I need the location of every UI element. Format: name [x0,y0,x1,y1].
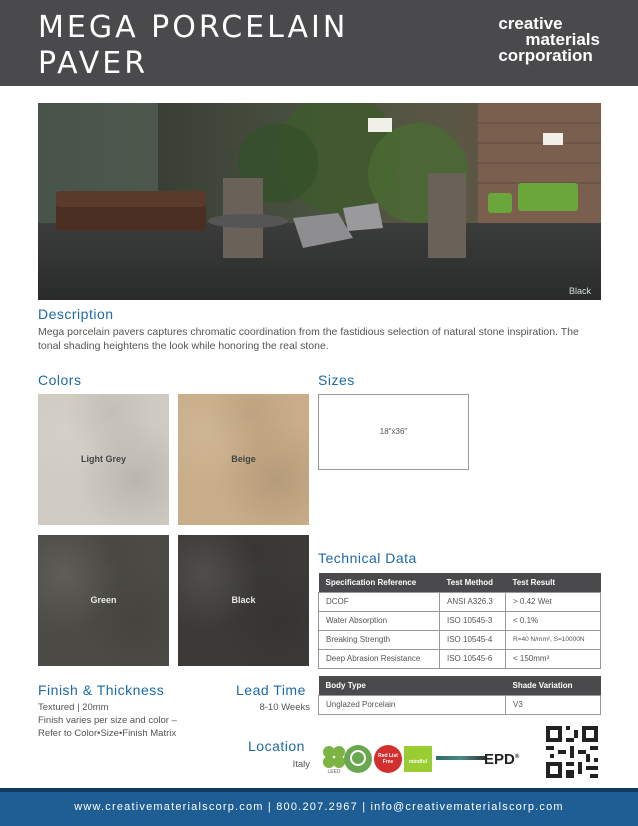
lead-time-value: 8-10 Weeks [259,702,310,713]
table-cell: > 0.42 Wet [506,592,601,611]
mindful-badge [404,746,432,772]
epd-label: EPD [484,751,515,768]
epd-stripe [436,756,486,760]
table-header-row [319,676,601,695]
color-swatch-light-grey [38,394,169,525]
table-row [319,592,601,611]
column-header: Body Type [319,676,506,695]
hero-caption: Black [568,286,591,296]
footer-contact[interactable]: www.creativematerialscorp.com | 800.207.2967 | info@creativematerialscorp.com [74,801,564,813]
table-cell: ISO 10545-6 [440,649,506,668]
column-header: Specification Reference [319,573,440,592]
technical-heading: Technical Data [318,550,417,566]
color-swatch-beige [178,394,309,525]
title-line-2: PAVER [38,46,149,81]
hero-illustration [38,103,601,300]
sizes-heading: Sizes [318,372,355,388]
logo-line-2: materials [525,30,600,49]
colors-heading: Colors [38,372,82,388]
qr-code-icon [546,726,598,778]
finish-line: Refer to Color•Size•Finish Matrix [38,728,177,739]
table-cell: Breaking Strength [319,630,440,649]
technical-table [318,573,601,669]
footer-bar [0,788,638,826]
size-value: 18"x36" [379,427,408,436]
redlist-line-1: Red List [378,753,398,759]
table-cell: V3 [506,695,601,714]
swatch-label: Beige [231,454,256,464]
column-header: Shade Variation [506,676,601,695]
location-value: Italy [292,759,310,770]
table-row [319,630,601,649]
table-cell: Deep Abrasion Resistance [319,649,440,668]
swatch-label: Black [231,595,256,605]
color-swatch-black [178,535,309,666]
table-cell: DCOF [319,592,440,611]
size-box [318,394,469,470]
title-line-1: MEGA PORCELAIN [38,10,349,45]
swatch-label: Green [90,595,117,605]
epd-logo: EPD® [484,751,520,768]
company-logo [498,16,600,64]
table-cell: ISO 10545-4 [440,630,506,649]
description-text: Mega porcelain pavers captures chromatic coordination from the fastidious selection of natural stone inspiration. The tonal shading heightens the look while honoring the real stone. [38,326,579,352]
column-header: Test Method [440,573,506,592]
table-cell: ANSI A326.3 [440,592,506,611]
column-header: Test Result [506,573,601,592]
swatch-label: Light Grey [80,454,126,464]
table-header-row [319,573,601,592]
location-heading: Location [248,738,305,754]
mindful-label: mindful [408,759,428,765]
red-list-free-badge [374,745,402,773]
logo-line-1: creative [498,14,563,33]
table-row [319,695,601,714]
table-cell: ISO 10545-3 [440,611,506,630]
hero-image [38,103,601,300]
table-cell: R=40 N/mm², S=10000N [506,630,601,649]
usgbc-label: LEED [327,769,341,775]
recycle-icon [344,745,372,773]
table-row [319,649,601,668]
table-cell: < 150mm³ [506,649,601,668]
table-row [319,611,601,630]
finish-text [38,701,177,740]
finish-heading: Finish & Thickness [38,682,165,698]
lead-time-heading: Lead Time [236,682,306,698]
logo-line-3: corporation [498,46,593,65]
finish-line: Finish varies per size and color – [38,715,177,726]
redlist-line-2: Free [382,759,394,765]
header-bar [0,0,638,86]
color-swatch-green [38,535,169,666]
table-cell: < 0.1% [506,611,601,630]
table-cell: Unglazed Porcelain [319,695,506,714]
finish-line: Textured | 20mm [38,702,109,713]
table-cell: Water Absorption [319,611,440,630]
description-heading: Description [38,306,114,322]
body-type-table [318,676,601,715]
product-title [38,10,348,82]
